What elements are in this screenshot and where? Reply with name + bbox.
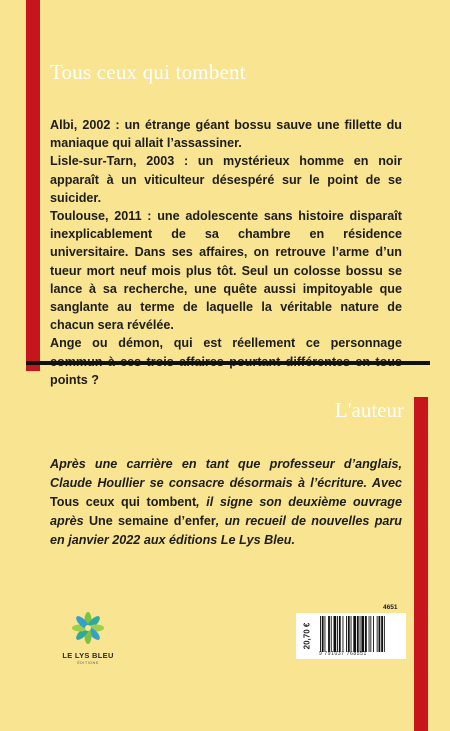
author-bio	[50, 455, 402, 550]
publisher-subtitle: ÉDITIONS	[77, 661, 99, 665]
publisher-name: LE LYS BLEU	[62, 651, 114, 660]
bio-previous-title: Une semaine d’enfer	[88, 514, 216, 528]
right-red-bar	[414, 397, 428, 731]
bio-text-3: , un recueil de nouvelles paru en janvier 2022 aux éditions Le Lys Bleu.	[50, 514, 402, 547]
left-red-bar	[26, 0, 40, 371]
section-divider	[26, 361, 430, 365]
book-title: Tous ceux qui tombent	[50, 60, 246, 84]
summary-paragraph-3: Toulouse, 2011 : une adolescente sans histoire disparaît inexplicablement de sa chambre en résidence universitaire. Dans ses affaires, on retrouve l’arme d’un tueur mort neuf mois plus tôt. Seul un colosse bossu se lance à sa recherche, une quête aussi impitoyable que sanglante au terme de laquelle la véritable nature de chacun sera révélée.	[50, 209, 402, 333]
price-value: 20,70 €	[302, 622, 312, 650]
bio-text-1: Après une carrière en tant que professeur d’anglais, Claude Houllier se consacre désormais à l’écriture. Avec	[50, 457, 402, 490]
barcode-box	[296, 613, 406, 659]
summary-paragraph-1: Albi, 2002 : un étrange géant bossu sauve une fillette du maniaque qui allait l’assassiner.	[50, 118, 402, 151]
price-label	[296, 613, 318, 659]
summary-paragraph-4: Ange ou démon, qui est réellement ce personnage points ?	[50, 336, 402, 387]
author-heading: L'auteur	[334, 398, 404, 422]
book-code: 4651	[383, 604, 398, 611]
book-summary	[50, 116, 402, 389]
publisher-logo	[58, 612, 118, 665]
bio-book-title: Tous ceux qui tombent	[50, 495, 197, 509]
barcode-icon	[319, 616, 403, 652]
summary-paragraph-2: Lisle-sur-Tarn, 2003 : un mystérieux homme en noir apparaît à un viticulteur désespéré sur le point de se suicider.	[50, 154, 402, 205]
isbn-digits: 9 791037 768551	[319, 651, 367, 657]
bio-text-2: , il signe son deuxième ouvrage après	[50, 495, 402, 528]
lily-icon	[72, 612, 104, 644]
